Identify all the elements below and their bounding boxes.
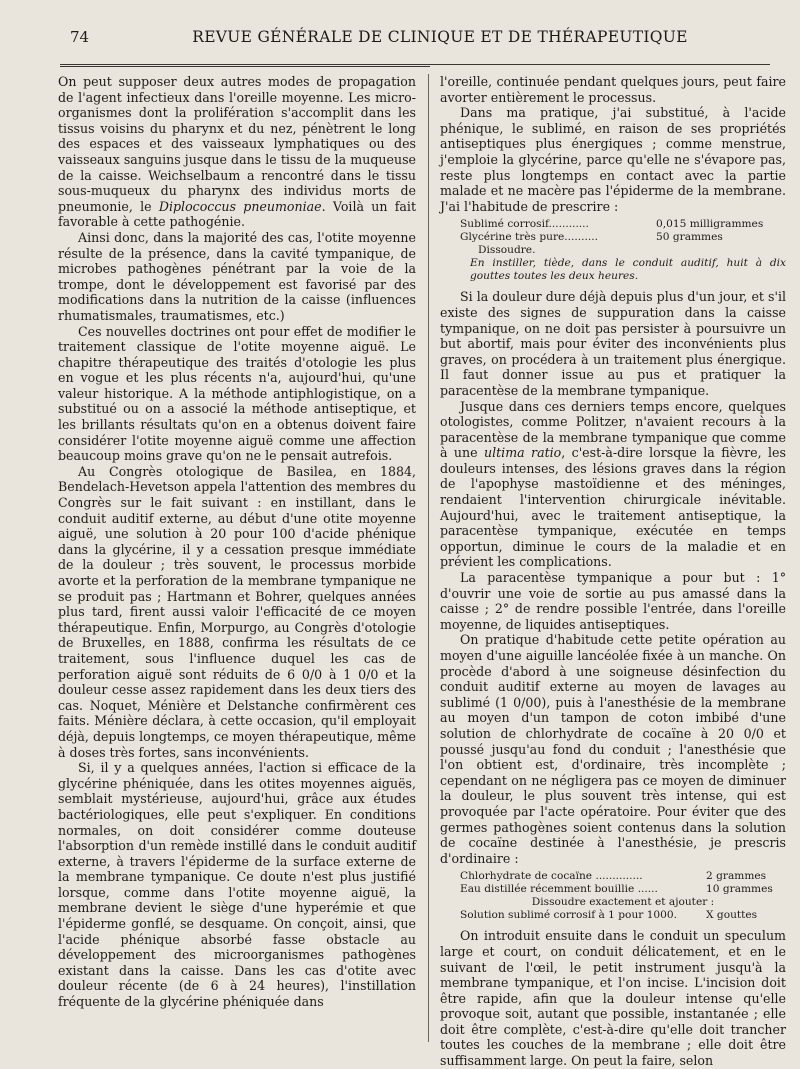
paragraph: Si, il y a quelques années, l'action si efficace de la glycérine phéniquée, dans les otites moyennes aiguës, semblait mystérieuse, aujourd'hui, grâce aux études bactériologiques, elle peut s'expliquer. En conditions normales, on doit considérer comme douteuse l'absorption d'un remède instillé dans le conduit auditif externe, à travers l'épiderme de la surface externe de la membrane tympanique. Ce doute n'est plus justifié lorsque, comme dans l'otite moyenne aiguë, la membrane devient le siège d'une hyperémie et que l'épiderme gonflé, se desquame. On conçoit, ainsi, que l'acide phénique absorbé fasse obstacle au développement des microorganismes pathogènes existant dans la caisse. Dans les cas d'otite avec douleur récente (de 6 à 24 heures), l'instillation fréquente de la glycérine phéniquée dans: [58, 760, 416, 1010]
paragraph: On introduit ensuite dans le conduit un speculum large et court, on conduit délicatement, et en le suivant de l'œil, le petit instrument jusqu'à la membrane tympanique, et l'on incise. L'incision doit être rapide, afin que la douleur intense qu'elle provoque soit, autant que possible, instantanée ; elle doit être complète, c'est-à-dire qu'elle doit trancher toutes les couches de la membrane ; elle doit être suffisamment large. On peut la faire, selon: [440, 928, 786, 1069]
recipe-instruction: En instiller, tiède, dans le conduit auditif, huit à dix gouttes toutes les deux heures.: [470, 257, 786, 283]
header-rule-double: [60, 66, 430, 67]
recipe-line: Sublimé corrosif............ 0,015 milligrammes: [460, 218, 764, 231]
italic-term: ultima ratio: [483, 445, 562, 461]
page-header: [70, 28, 770, 52]
paragraph: Au Congrès otologique de Basilea, en 1884, Bendelach-Hevetson appela l'attention des membres du Congrès sur le fait suivant : en instillant, dans le conduit auditif externe, au début d'une otite moyenne aiguë, une solution à 20 pour 100 d'acide phénique dans la glycérine, il y a cessation presque immédiate de la douleur ; très souvent, le processus morbide avorte et la perforation de la membrane tympanique ne se produit pas ; Hartmann et Bohrer, quelques années plus tard, firent aussi valoir l'efficacité de ce moyen thérapeutique. Enfin, Morpurgo, au Congrès d'otologie de Bruxelles, en 1888, confirma les résultats de ce traitement, sous l'influence duquel les cas de perforation aiguë sont réduits de 6 0/0 à 1 0/0 et la douleur cesse assez rapidement dans les deux tiers des cas. Noquet, Ménière et Delstanche confirmèrent ces faits. Ménière déclara, à cette occasion, qu'il employait déjà, depuis longtemps, ce moyen thérapeutique, même à doses très fortes, sans inconvénients.: [58, 463, 416, 760]
italic-term: Diplococcus pneumoniae: [158, 198, 322, 214]
column-divider: [428, 74, 429, 1042]
running-title: REVUE GÉNÉRALE DE CLINIQUE ET DE THÉRAPEUTIQUE: [192, 28, 688, 46]
recipe-line: Solution sublimé corrosif à 1 pour 1000. X gouttes: [460, 909, 758, 922]
paragraph: Ainsi donc, dans la majorité des cas, l'otite moyenne résulte de la présence, dans la cavité tympanique, de microbes pathogènes pénétrant par la voie de la trompe, dont le développement est favorisé par des modifications dans la nutrition de la caisse (influences rhumatismales, traumatismes, etc.): [58, 229, 416, 323]
paragraph: Ces nouvelles doctrines ont pour effet de modifier le traitement classique de l'otite moyenne aiguë. Le chapitre thérapeutique des traités d'otologie les plus en vogue et les plus récents n'a, aujourd'hui, qu'une valeur historique. A la méthode antiphlogistique, on a substitué ou on a associé la méthode antiseptique, et les brillants résultats qu'on en a obtenus doivent faire considérer l'otite moyenne aiguë comme une affection beaucoup moins grave qu'on ne le pensait autrefois.: [58, 323, 416, 464]
left-column: [58, 74, 416, 1046]
paragraph: Si la douleur dure déjà depuis plus d'un jour, et s'il existe des signes de suppuration dans la caisse tympanique, on ne doit pas persister à poursuivre un but abortif, mais pour éviter des inconvénients plus graves, on procédera à un traitement plus énergique. Il faut donner issue au pus et pratiquer la paracentèse de la membrane tympanique.: [440, 289, 786, 398]
page-number: 74: [70, 28, 90, 46]
paragraph: Dans ma pratique, j'ai substitué, à l'acide phénique, le sublimé, en raison de ses propriétés antiseptiques plus énergiques ; comme menstrue, j'emploie la glycérine, parce qu'elle ne s'évapore pas, reste plus longtemps en contact avec la partie malade et ne macère pas l'épiderme de la membrane. J'ai l'habitude de prescrire :: [440, 105, 786, 214]
recipe-instruction: Dissoudre exactement et ajouter :: [531, 896, 715, 909]
right-column: [440, 74, 786, 1069]
paragraph: On peut supposer deux autres modes de propagation de l'agent infectieux dans l'oreille moyenne. Les micro-organismes dont la prolifération s'accomplit dans les tissus voisins du pharynx et du nez, pénètrent le long des espaces et des vaisseaux lymphatiques ou des vaisseaux sanguins jusque dans le tissu de la muqueuse de la caisse. Weichselbaum a rencontré dans le tissu sous-muqueux du pharynx des individus morts de pneumonie, le Diplococcus pneumoniae. Voilà un fait favorable à cette pathogénie.: [58, 74, 416, 230]
recipe-line: Eau distillée récemment bouillie ...... 10 grammes: [460, 883, 773, 896]
paragraph: Jusque dans ces derniers temps encore, quelques otologistes, comme Politzer, n'avaient recours à la paracentèse de la membrane tympanique que comme à une ultima ratio, c'est-à-dire lorsque la fièvre, les douleurs intenses, des lésions graves dans la région de l'apophyse mastoïdienne et des méninges, rendaient l'intervention chirurgicale inévitable. Aujourd'hui, avec le traitement antiseptique, la paracentèse tympanique, exécutée en temps opportun, diminue le cours de la maladie et en prévient les complications.: [440, 398, 786, 570]
paragraph: On pratique d'habitude cette petite opération au moyen d'une aiguille lancéolée fixée à un manche. On procède d'abord à une soigneuse désinfection du conduit auditif externe au moyen de lavages au sublimé (1 0/00), puis à l'anesthésie de la membrane au moyen d'un tampon de coton imbibé d'une solution de chlorhydrate de cocaïne à 20 0/0 et poussé jusqu'au fond du conduit ; l'anesthésie que l'on obtient est, d'ordinaire, très incomplète ; cependant on ne négligera pas ce moyen de diminuer la douleur, le plus souvent très intense, qui est provoquée par l'acte opératoire. Pour éviter que des germes pathogènes soient contenus dans la solution de cocaïne destinée à l'anesthésie, je prescris d'ordinaire :: [440, 632, 786, 866]
recipe-line: Glycérine très pure.......... 50 grammes: [460, 231, 723, 244]
paragraph: l'oreille, continuée pendant quelques jours, peut faire avorter entièrement le processus.: [440, 74, 786, 105]
recipe-instruction: Dissoudre.: [478, 244, 536, 257]
prescription-cocaine: [460, 870, 786, 922]
prescription-sublime: [460, 218, 786, 283]
paragraph: La paracentèse tympanique a pour but : 1° d'ouvrir une voie de sortie au pus amassé dans la caisse ; 2° de rendre possible l'entrée, dans l'oreille moyenne, de liquides antiseptiques.: [440, 570, 786, 632]
header-rule: [60, 64, 770, 65]
recipe-line: Chlorhydrate de cocaïne .............. 2 grammes: [460, 870, 767, 883]
